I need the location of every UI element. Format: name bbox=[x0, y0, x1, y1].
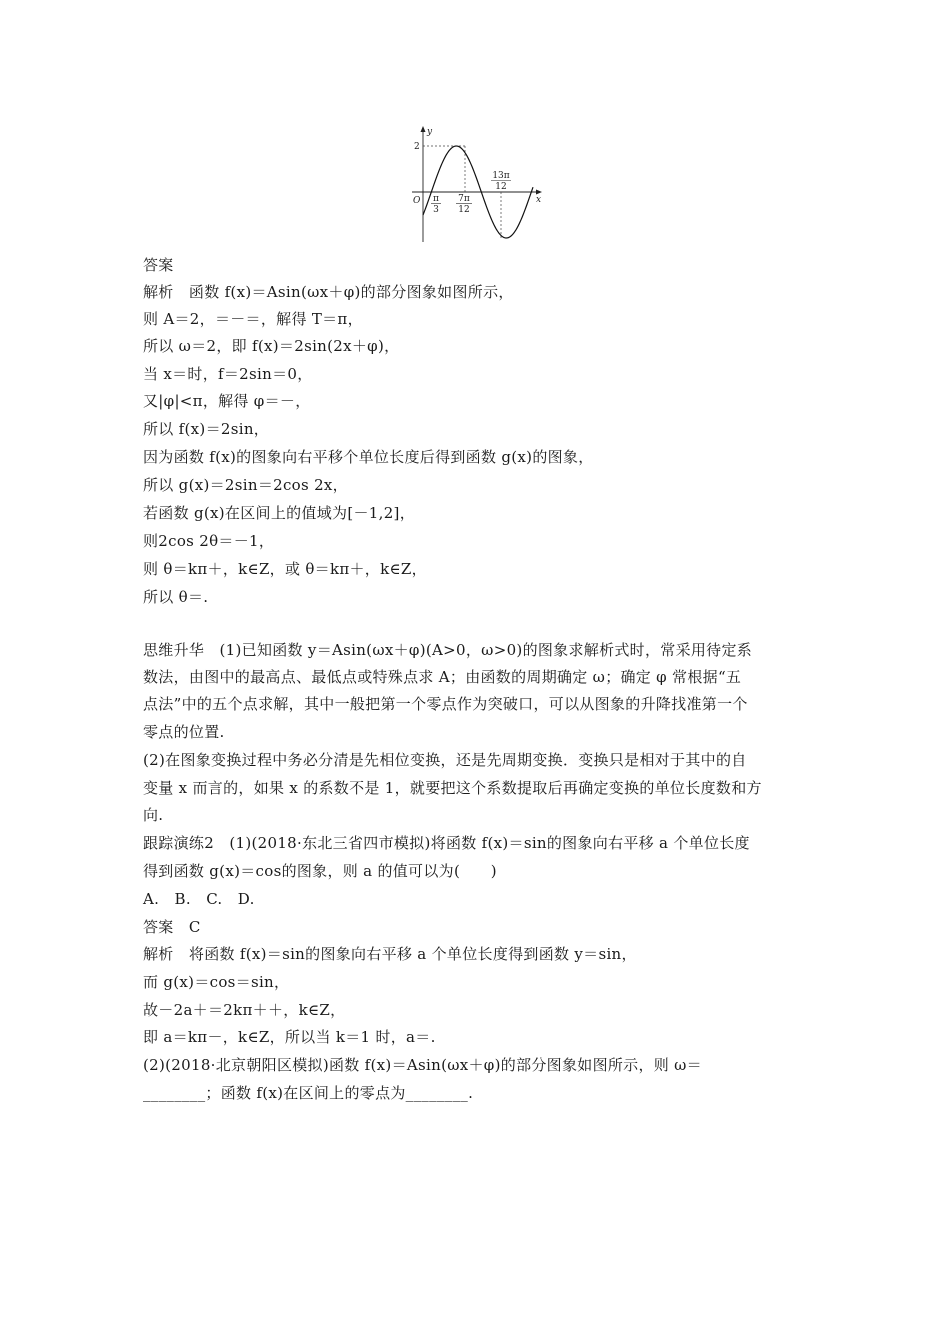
y-axis-label: y bbox=[427, 127, 433, 137]
x-mark-pi-3-num: π bbox=[433, 194, 439, 204]
x-axis-label: x bbox=[536, 195, 542, 205]
x-mark-7pi-12-num: 7π bbox=[458, 194, 470, 204]
solution-line-12: 所以 θ＝. bbox=[143, 588, 209, 606]
solution-line-3: 所以 ω＝2，即 f(x)＝2sin(2x＋φ)， bbox=[143, 337, 400, 355]
sine-graph-figure bbox=[400, 120, 550, 250]
answer-label-1: 答案 bbox=[143, 256, 174, 274]
solution-line-10: 则2cos 2θ＝－1， bbox=[143, 532, 275, 550]
solution-line-7: 因为函数 f(x)的图象向右平移个单位长度后得到函数 g(x)的图象， bbox=[143, 448, 594, 466]
origin-label: O bbox=[413, 196, 421, 206]
exercise-line-1: 跟踪演练2 (1)(2018·东北三省四市模拟)将函数 f(x)＝sin的图象向右平移 a 个单位长度 bbox=[143, 834, 750, 852]
summary-line-6: 变量 x 而言的，如果 x 的系数不是 1，就要把这个系数提取后再确定变换的单位长度数和方 bbox=[143, 779, 762, 797]
exercise-solution-line-1: 解析 将函数 f(x)＝sin的图象向右平移 a 个单位长度得到函数 y＝sin， bbox=[143, 945, 637, 963]
exercise2-line-1: (2)(2018·北京朝阳区模拟)函数 f(x)＝Asin(ωx＋φ)的部分图象如图所示，则 ω＝ bbox=[143, 1056, 702, 1074]
y-axis-arrow-icon bbox=[421, 126, 426, 132]
answer-label-2: 答案 C bbox=[143, 918, 201, 936]
exercise-solution-line-3: 故－2a＋＝2kπ＋＋，k∈Z， bbox=[143, 1001, 346, 1019]
summary-line-3: 点法”中的五个点求解，其中一般把第一个零点作为突破口，可以从图象的升降找准第一个 bbox=[143, 695, 748, 713]
solution-line-4: 当 x＝时，f＝2sin＝0， bbox=[143, 365, 313, 383]
solution-line-9: 若函数 g(x)在区间上的值域为[－1,2]， bbox=[143, 504, 415, 522]
exercise-line-2: 得到函数 g(x)＝cos的图象，则 a 的值可以为( ) bbox=[143, 862, 497, 880]
solution-line-5: 又|φ|<π，解得 φ＝－， bbox=[143, 392, 311, 410]
y-tick-2-label: 2 bbox=[414, 142, 420, 152]
summary-line-4: 零点的位置. bbox=[143, 723, 225, 741]
solution-line-2: 则 A＝2，＝－＝，解得 T＝π， bbox=[143, 310, 363, 328]
x-mark-13pi-12-den: 12 bbox=[495, 182, 507, 192]
solution-line-11: 则 θ＝kπ＋，k∈Z，或 θ＝kπ＋，k∈Z， bbox=[143, 560, 427, 578]
exercise-choices: A. B. C. D. bbox=[143, 890, 255, 908]
summary-line-1: 思维升华 (1)已知函数 y＝Asin(ωx＋φ)(A>0，ω>0)的图象求解析式时，常采用待定系 bbox=[143, 641, 753, 659]
summary-line-2: 数法，由图中的最高点、最低点或特殊点求 A；由函数的周期确定 ω；确定 φ 常根据“五 bbox=[143, 668, 742, 686]
summary-line-5: (2)在图象变换过程中务必分清是先相位变换，还是先周期变换．变换只是相对于其中的自 bbox=[143, 751, 747, 769]
solution-line-6: 所以 f(x)＝2sin， bbox=[143, 420, 270, 438]
x-mark-pi-3-den: 3 bbox=[433, 205, 439, 215]
exercise-solution-line-2: 而 g(x)＝cos＝sin， bbox=[143, 973, 290, 991]
exercise2-line-2: ________；函数 f(x)在区间上的零点为________. bbox=[143, 1084, 474, 1102]
exercise-solution-line-4: 即 a＝kπ－，k∈Z，所以当 k＝1 时，a＝. bbox=[143, 1028, 436, 1046]
summary-line-7: 向. bbox=[143, 806, 164, 824]
x-axis-arrow-icon bbox=[536, 190, 542, 195]
solution-line-8: 所以 g(x)＝2sin＝2cos 2x， bbox=[143, 476, 348, 494]
x-mark-7pi-12-den: 12 bbox=[458, 205, 470, 215]
solution-line-1: 解析 函数 f(x)＝Asin(ωx＋φ)的部分图象如图所示， bbox=[143, 283, 514, 301]
x-mark-13pi-12-num: 13π bbox=[492, 171, 510, 181]
